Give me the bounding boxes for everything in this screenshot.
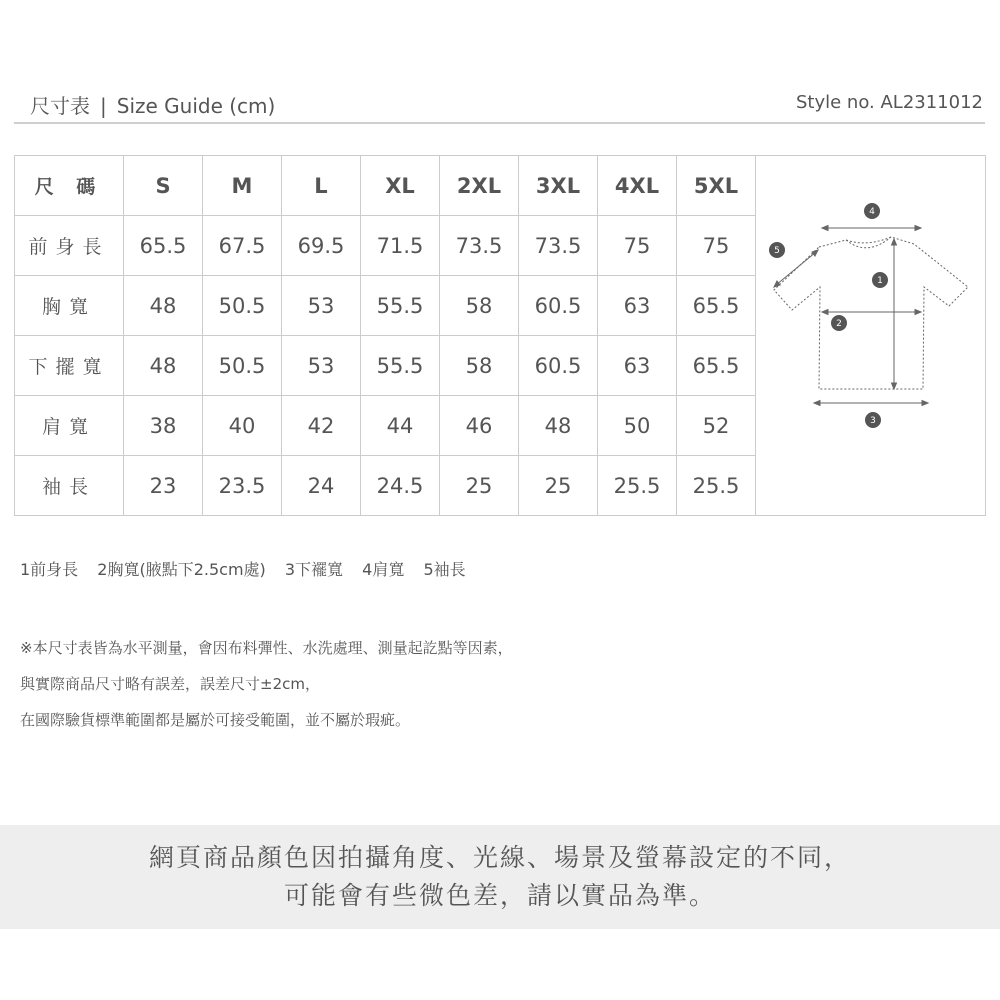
- corner-label: 尺 碼: [15, 156, 124, 216]
- svg-text:2: 2: [836, 318, 842, 329]
- table-cell: 65.5: [677, 276, 756, 336]
- svg-text:4: 4: [869, 206, 875, 217]
- table-cell: 25.5: [598, 456, 677, 516]
- table-cell: 24.5: [361, 456, 440, 516]
- row-label: 肩寬: [15, 396, 124, 456]
- table-cell: 55.5: [361, 276, 440, 336]
- size-header: M: [203, 156, 282, 216]
- style-number: Style no. AL2311012: [796, 92, 983, 113]
- table-cell: 75: [598, 216, 677, 276]
- table-cell: 71.5: [361, 216, 440, 276]
- size-header: 3XL: [519, 156, 598, 216]
- marker-2: [831, 315, 847, 331]
- marker-4: [864, 203, 880, 219]
- legend-item: 2胸寬(腋點下2.5cm處): [97, 560, 266, 579]
- table-cell: 40: [203, 396, 282, 456]
- table-cell: 63: [598, 276, 677, 336]
- banner-line: 網頁商品顏色因拍攝角度、光線、場景及螢幕設定的不同，: [148, 843, 851, 872]
- size-header: 5XL: [677, 156, 756, 216]
- legend-item: 1前身長: [20, 560, 79, 579]
- table-cell: 69.5: [282, 216, 361, 276]
- measurement-notes: [20, 630, 513, 738]
- note-line: ※本尺寸表皆為水平測量，會因布料彈性、水洗處理、測量起訖點等因素，: [20, 639, 513, 657]
- table-cell: 58: [440, 276, 519, 336]
- title-zh: 尺寸表: [30, 94, 90, 118]
- table-cell: 55.5: [361, 336, 440, 396]
- table-cell: 50.5: [203, 276, 282, 336]
- table-cell: 48: [124, 276, 203, 336]
- table-cell: 42: [282, 396, 361, 456]
- table-cell: 63: [598, 336, 677, 396]
- color-disclaimer-banner: [0, 825, 1000, 929]
- marker-5: [769, 242, 785, 258]
- table-cell: 44: [361, 396, 440, 456]
- table-cell: 50: [598, 396, 677, 456]
- title-separator: |: [100, 94, 107, 118]
- diagram-cell: [756, 156, 986, 516]
- row-label: 胸寬: [15, 276, 124, 336]
- legend-item: 5袖長: [423, 560, 466, 579]
- table-cell: 73.5: [519, 216, 598, 276]
- table-cell: 53: [282, 336, 361, 396]
- table-cell: 48: [124, 336, 203, 396]
- table-cell: 24: [282, 456, 361, 516]
- table-cell: 65.5: [124, 216, 203, 276]
- table-cell: 58: [440, 336, 519, 396]
- table-cell: 60.5: [519, 336, 598, 396]
- banner-line: 可能會有些微色差，請以實品為準。: [283, 881, 716, 910]
- table-cell: 75: [677, 216, 756, 276]
- size-header: L: [282, 156, 361, 216]
- marker-3: [865, 412, 881, 428]
- measurement-legend: [20, 557, 480, 580]
- row-label: 前身長: [15, 216, 124, 276]
- note-line: 與實際商品尺寸略有誤差，誤差尺寸±2cm，: [20, 675, 320, 693]
- row-label: 袖長: [15, 456, 124, 516]
- size-header: S: [124, 156, 203, 216]
- table-cell: 25.5: [677, 456, 756, 516]
- note-line: 在國際驗貨標準範圍都是屬於可接受範圍，並不屬於瑕疵。: [20, 711, 411, 729]
- size-header: 4XL: [598, 156, 677, 216]
- title-en: Size Guide (cm): [116, 94, 276, 118]
- table-cell: 52: [677, 396, 756, 456]
- table-cell: 48: [519, 396, 598, 456]
- header: [14, 86, 985, 124]
- table-cell: 73.5: [440, 216, 519, 276]
- table-cell: 25: [519, 456, 598, 516]
- table-cell: 38: [124, 396, 203, 456]
- size-table: [14, 155, 986, 516]
- table-cell: 60.5: [519, 276, 598, 336]
- svg-text:3: 3: [870, 415, 876, 426]
- header-row: [15, 156, 986, 216]
- table-cell: 25: [440, 456, 519, 516]
- marker-1: [872, 272, 888, 288]
- svg-text:1: 1: [877, 275, 883, 286]
- tshirt-diagram: [756, 157, 985, 515]
- size-header: 2XL: [440, 156, 519, 216]
- table-cell: 46: [440, 396, 519, 456]
- legend-item: 4肩寬: [362, 560, 405, 579]
- svg-text:5: 5: [774, 245, 780, 256]
- row-label: 下擺寬: [15, 336, 124, 396]
- page-title: [30, 90, 275, 119]
- table-cell: 53: [282, 276, 361, 336]
- table-cell: 23.5: [203, 456, 282, 516]
- table-cell: 67.5: [203, 216, 282, 276]
- table-cell: 23: [124, 456, 203, 516]
- table-cell: 65.5: [677, 336, 756, 396]
- size-header: XL: [361, 156, 440, 216]
- table-cell: 50.5: [203, 336, 282, 396]
- legend-item: 3下襬寬: [284, 560, 344, 579]
